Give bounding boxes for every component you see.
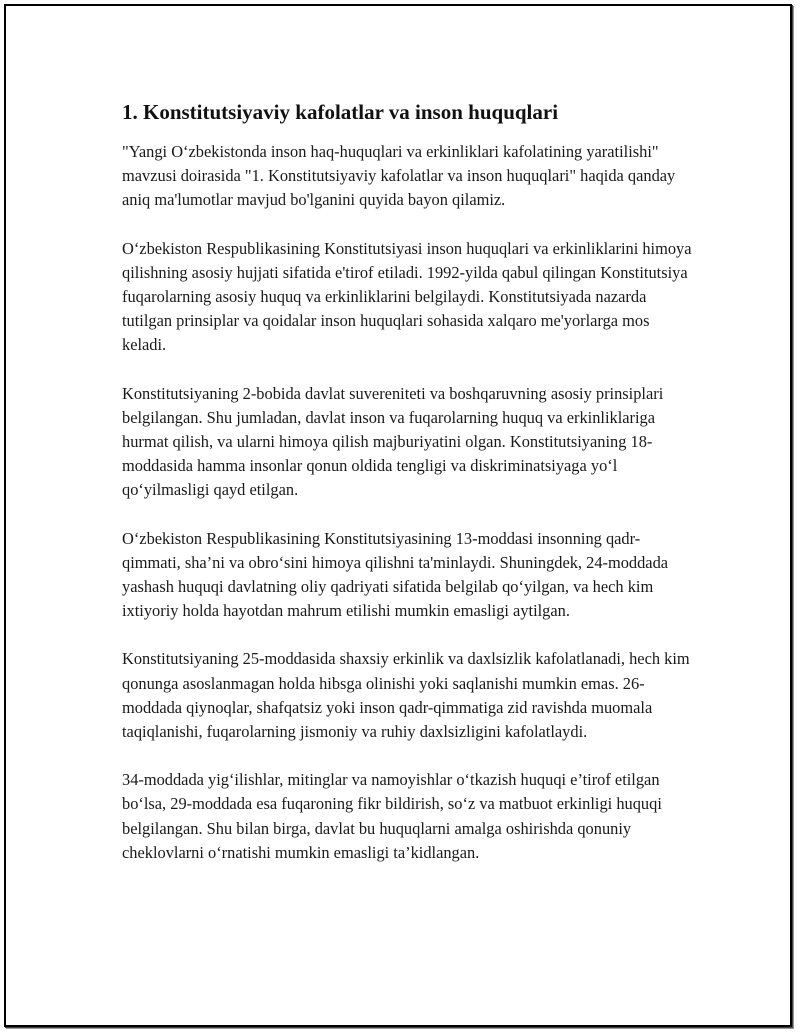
document-page bbox=[4, 4, 792, 1027]
paragraph-article-13: O‘zbekiston Respublikasining Konstitutsiyasining 13-moddasi insonning qadr-qimmati, sha’ni va obro‘sini himoya qilishni ta'minlaydi. Shuningdek, 24-moddada yashash huquqi davlatning oliy qadriyati sifatida belgilab qo‘yilgan, va hech kim ixtiyoriy holda hayotdan mahrum etilishi mumkin emasligi aytilgan. bbox=[122, 528, 669, 621]
paragraph-chapter-2: Konstitutsiyaning 2-bobida davlat suvereniteti va boshqaruvning asosiy prinsiplari belgilangan. Shu jumladan, davlat inson va fuqarolarning huquq va erkinliklariga hurmat qilish, va ularni himoya qilish majburiyatini olgan. Konstitutsiyaning 18-moddasida hamma insonlar qonun oldida tengligi va diskriminatsiyaga yo‘l qo‘yilmasligi qayd etilgan. bbox=[122, 383, 664, 500]
document-title: 1. Konstitutsiyaviy kafolatlar va inson huquqlari bbox=[122, 100, 559, 124]
paragraph-article-34: 34-moddada yig‘ilishlar, mitinglar va namoyishlar o‘tkazish huquqi e’tirof etilgan bo‘lsa, 29-moddada esa fuqaroning fikr bildirish, so‘z va matbuot erkinligi huquqi belgilangan. Shu bilan birga, davlat bu huquqlarni amalga oshirishda qonuniy cheklovlarni o‘rnatishi mumkin emasligi ta’kidlangan. bbox=[122, 770, 662, 862]
paragraph-intro: "Yangi O‘zbekistonda inson haq-huquqlari va erkinliklari kafolatining yaratilishi" mavzusi doirasida "1. Konstitutsiyaviy kafolatlar va inson huquqlari" haqida qanday aniq ma'lumotlar mavjud bo'lganini quyida bayon qilamiz. bbox=[122, 142, 676, 210]
document-body bbox=[122, 98, 692, 889]
paragraph-constitution: O‘zbekiston Respublikasining Konstitutsiyasi inson huquqlari va erkinliklarini himoya qilishning asosiy hujjati sifatida e'tirof etiladi. 1992-yilda qabul qilingan Konstitutsiya fuqarolarning asosiy huquq va erkinliklarini belgilaydi. Konstitutsiyada nazarda tutilgan prinsiplar va qoidalar inson huquqlari sohasida xalqaro me'yorlarga mos keladi. bbox=[122, 238, 692, 355]
paragraph-article-25: Konstitutsiyaning 25-moddasida shaxsiy erkinlik va daxlsizlik kafolatlanadi, hech kim qonunga asoslanmagan holda hibsga olinishi yoki saqlanishi mumkin emas. 26-moddada qiynoqlar, shafqatsiz yoki inson qadr-qimmatiga zid ravishda muomala taqiqlanishi, fuqarolarning jismoniy va ruhiy daxlsizligini kafolatlaydi. bbox=[122, 649, 690, 742]
